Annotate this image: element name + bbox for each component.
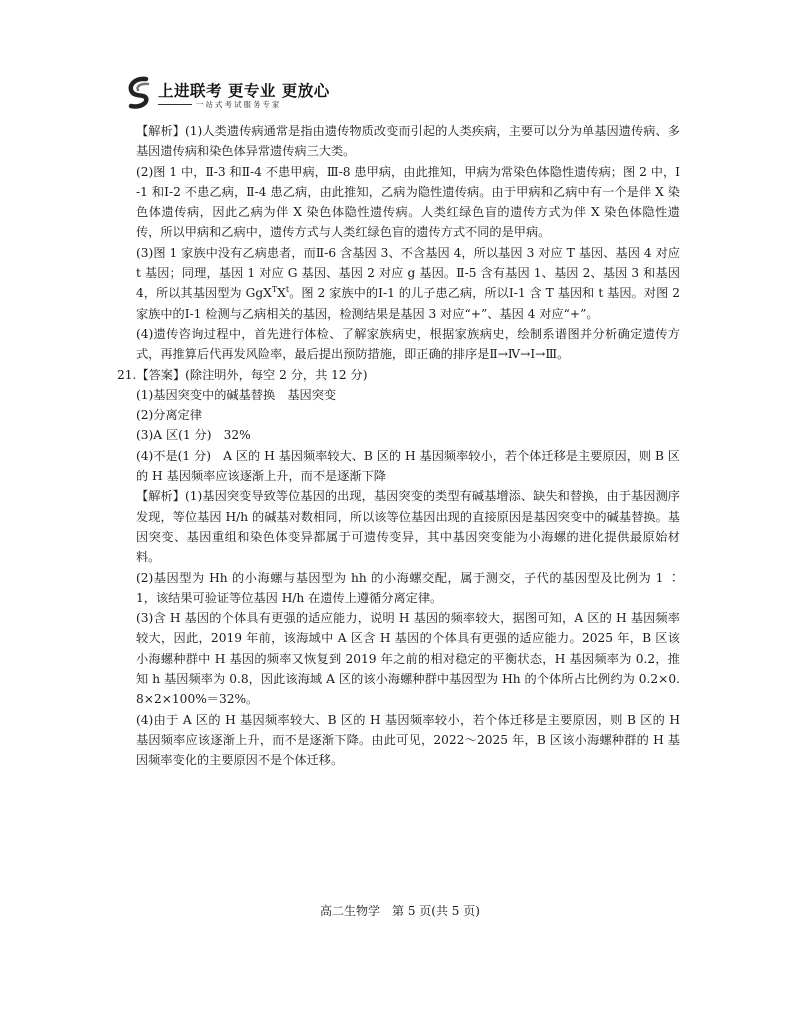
explanation-2: (2)基因型为 Hh 的小海螺与基因型为 hh 的小海螺交配，属于测交，子代的基因型及比例为 1 ∶ 1，该结果可验证等位基因 H/h 在遗传上遵循分离定律。: [136, 570, 680, 605]
analysis-paragraph-1: 【解析】(1)人类遗传病通常是指由遗传物质改变而引起的人类疾病，主要可以分为单基因遗传病、多基因遗传病和染色体异常遗传病三大类。: [136, 124, 680, 159]
explanation-1: 【解析】(1)基因突变导致等位基因的出现，基因突变的类型有碱基增添、缺失和替换，由于基因测序发现，等位基因 H/h 的碱基对数相同，所以该等位基因出现的直接原因是基因突变中的碱基替换。基因突变、基因重组和染色体变异都属于可遗传变异，其中基因突变能为小海螺的进化提供最原始材料。: [136, 489, 680, 565]
explanation-3: (3)含 H 基因的个体具有更强的适应能力，说明 H 基因的频率较大，据图可知，A 区的 H 基因频率较大，因此，2019 年前，该海域中 A 区含 H 基因的个体具有更强的适应能力。2025 年，B 区该小海螺种群中 H 基因的频率又恢复到 2019 年之前的相对稳定的平衡状态，H 基因频率为 0.2，推知 h 基因频率为 0.8，因此该海域 A 区的该小海螺种群中基因型为 Hh 的个体所占比例约为 0.2×0.8×2×100%＝32%。: [136, 611, 680, 707]
answer-3: (3)A 区(1 分) 32%: [136, 428, 251, 443]
superscript-t: t: [285, 285, 290, 295]
answer-1: (1)基因突变中的碱基替换 基因突变: [136, 387, 337, 402]
paragraph-3-x: X: [277, 286, 286, 301]
page-footer: 高二生物学 第 5 页(共 5 页): [320, 904, 480, 918]
analysis-paragraph-3: [136, 243, 680, 324]
explanation-4: (4)由于 A 区的 H 基因频率较大、B 区的 H 基因频率较小，若个体迁移是主要原因，则 B 区的 H 基因频率应该逐渐上升，而不是逐渐下降。由此可见，2022～2025 年，B 区该小海螺种群的 H 基因频率变化的主要原因不是个体迁移。: [136, 712, 680, 768]
answer-content: [117, 121, 680, 771]
brand-logo: [126, 72, 356, 116]
paragraph-3-part-a: (3)图 1 家族中没有乙病患者，而Ⅱ-6 含基因 3、不含基因 4，所以基因 3 对应 T 基因、基因 4 对应 t 基因；同理，基因 1 对应 G 基因、基因 2 对应 g 基因。Ⅱ-5 含有基因 1、基因 2、基因 3 和基因 4，所以其基因型为 GgX: [136, 245, 680, 301]
superscript-T: T: [271, 285, 278, 295]
brand-title: 上进联考 更专业 更放心: [158, 82, 330, 100]
analysis-paragraph-2: (2)图 1 中，Ⅱ-3 和Ⅱ-4 不患甲病，Ⅲ-8 患甲病，由此推知，甲病为常染色体隐性遗传病；图 2 中，Ⅰ-1 和Ⅰ-2 不患乙病，Ⅱ-4 患乙病，由此推知，乙病为隐性遗传病。由于甲病和乙病中有一个是伴 X 染色体遗传病，因此乙病为伴 X 染色体隐性遗传病。人类红绿色盲的遗传方式为伴 X 染色体隐性遗传，所以甲病和乙病中，遗传方式与人类红绿色盲的遗传方式不同的是甲病。: [136, 164, 680, 240]
analysis-paragraph-4: (4)遗传咨询过程中，首先进行体检、了解家族病史，根据家族病史，绘制系谱图并分析确定遗传方式，再推算后代再发风险率，最后提出预防措施，即正确的排序是Ⅱ→Ⅳ→Ⅰ→Ⅲ。: [136, 326, 680, 362]
brand-subtitle: 一站式考试服务专家: [196, 100, 282, 109]
question-21-answer-header: 21.【答案】(除注明外，每空 2 分，共 12 分): [117, 367, 368, 382]
answer-2: (2)分离定律: [136, 408, 203, 423]
answer-4: (4)不是(1 分) A 区的 H 基因频率较大、B 区的 H 基因频率较小，若个体迁移是主要原因，则 B 区的 H 基因频率应该逐渐上升，而不是逐渐下降: [136, 448, 680, 484]
swirl-logo-icon: [126, 76, 154, 110]
paragraph-3-part-b: 。图 2 家族中的Ⅰ-1 的儿子患乙病，所以Ⅰ-1 含 T 基因和 t 基因。对图 2 家族中的Ⅰ-1 检测与乙病相关的基因，检测结果是基因 3 对应“+”、基因 4 对应“+”。: [136, 286, 680, 321]
